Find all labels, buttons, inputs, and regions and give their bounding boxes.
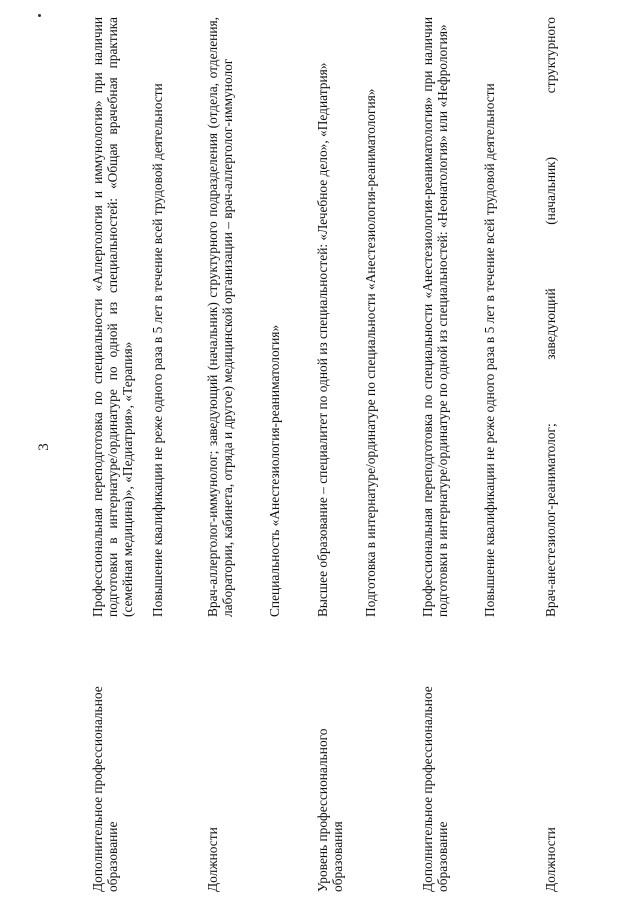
row-paragraph: Повышение квалификации не реже одного раза в 5 лет в течение всей трудовой деятельности bbox=[482, 83, 497, 617]
row-paragraph: Врач-аллерголог-иммунолог; заведующий (начальник) структурного подразделения (отдела, отделения, лаборатории, кабинета, отряда и другое) медицинской организации – врач-аллерголог-иммунолог bbox=[205, 17, 236, 617]
row-label: Должности bbox=[205, 827, 220, 892]
row-paragraph: Высшее образование – специалитет по одной из специальностей: «Лечебное дело», «Педиатрия» bbox=[315, 62, 330, 617]
row-content bbox=[205, 17, 282, 617]
row-paragraph: Профессиональная переподготовка по специальности «Аллергология и иммунология» при наличии подготовки в интернатуре/ординатуре по одной из специальностей: «Общая врачебная практика (семейная медицина)», «Педиатрия», «Терапия» bbox=[90, 17, 136, 617]
page-number: 3 bbox=[36, 443, 52, 451]
row-paragraph: Специальность «Анестезиология-реаниматология» bbox=[267, 324, 282, 617]
row-paragraph: Подготовка в интернатуре/ординатуре по специальности «Анестезиология-реаниматология» bbox=[363, 88, 378, 617]
qualification-table bbox=[90, 12, 590, 892]
row-content bbox=[315, 17, 378, 617]
qualification-table-rotated bbox=[90, 12, 590, 892]
row-paragraph: Врач-анестезиолог-реаниматолог; заведующий (начальник) структурного bbox=[543, 17, 558, 617]
row-paragraph: Повышение квалификации не реже одного раза в 5 лет в течение всей трудовой деятельности bbox=[150, 83, 165, 617]
row-paragraph: Профессиональная переподготовка по специальности «Анестезиология-реаниматология» при наличии подготовки в интернатуре/ординатуре по одной из специальностей: «Неонатология» или «Нефрология» bbox=[420, 17, 451, 617]
row-label: Дополнительное профессиональное образование bbox=[90, 686, 121, 892]
row-label: Дополнительное профессиональное образование bbox=[420, 686, 451, 892]
scan-speck bbox=[38, 14, 41, 17]
row-content bbox=[543, 17, 558, 617]
row-label: Уровень профессионального образования bbox=[315, 728, 346, 892]
row-content bbox=[420, 17, 497, 617]
row-content bbox=[90, 17, 165, 617]
row-label: Должности bbox=[543, 827, 558, 892]
